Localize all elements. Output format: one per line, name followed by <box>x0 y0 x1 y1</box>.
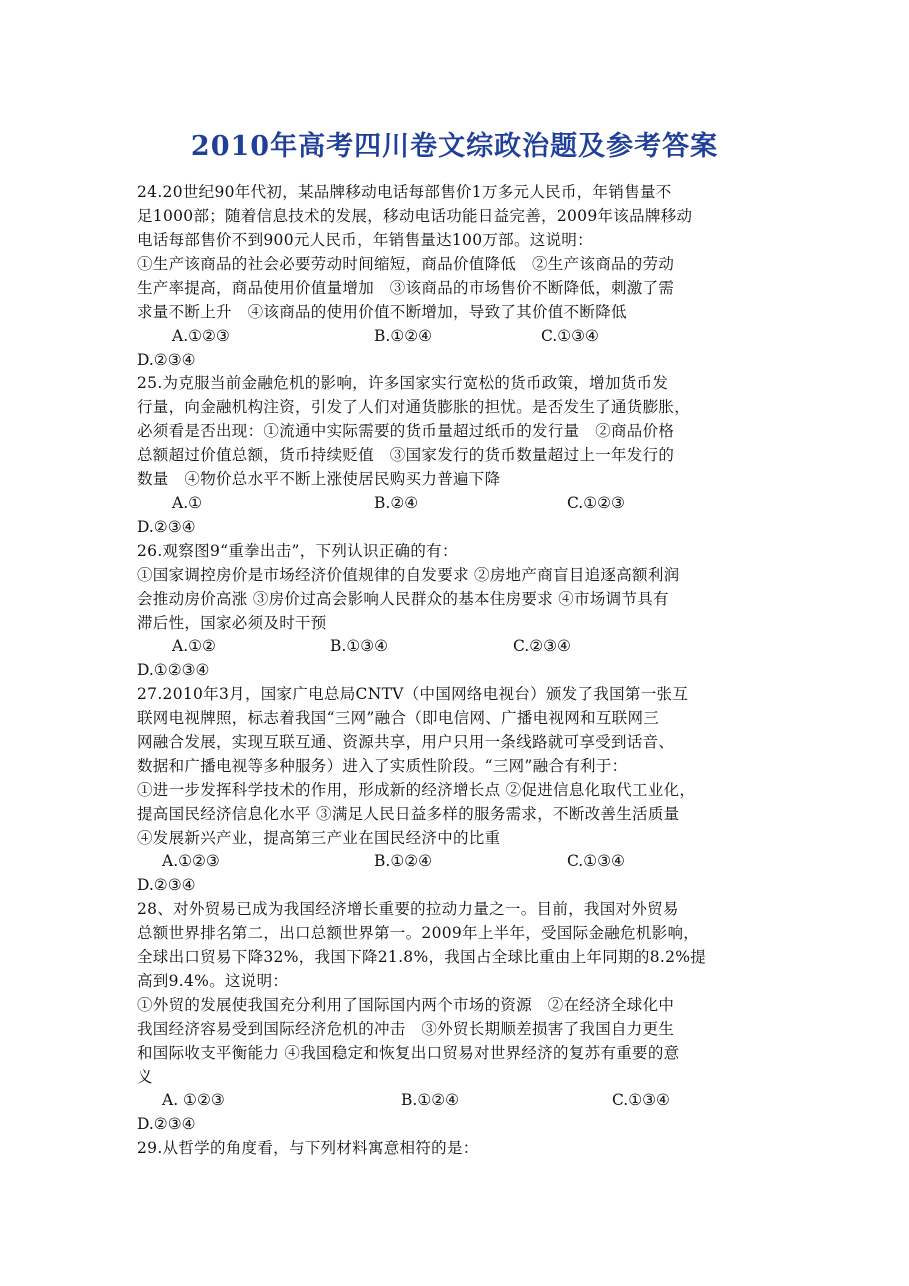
q26-option-a: A.①② <box>172 637 216 655</box>
q28-option-d: D.②③④ <box>137 1115 196 1133</box>
q27-line-1: 27.2010年3月，国家广电总局CNTV（中国网络电视台）颁发了我国第一张互 <box>137 685 689 703</box>
q27-line-3: 网融合发展，实现互联互通、资源共享，用户只用一条线路就可享受到话音、 <box>137 733 675 751</box>
q26-line-4: 滞后性，国家必须及时干预 <box>137 614 327 632</box>
q28-line-7: 和国际收支平衡能力 ④我国稳定和恢复出口贸易对世界经济的复苏有重要的意 <box>137 1044 680 1062</box>
q24-line-6: 求量不断上升 ④该商品的使用价值不断增加，导致了其价值不断降低 <box>137 303 627 321</box>
q25-option-d: D.②③④ <box>137 518 196 536</box>
page-title: 2010年高考四川卷文综政治题及参考答案 <box>190 131 719 162</box>
q28-option-c: C.①③④ <box>612 1091 670 1109</box>
q26-option-d: D.①②③④ <box>137 661 210 679</box>
q28-line-6: 我国经济容易受到国际经济危机的冲击 ③外贸长期顺差损害了我国自力更生 <box>137 1020 675 1038</box>
q24-line-4: ①生产该商品的社会必要劳动时间缩短，商品价值降低 ②生产该商品的劳动 <box>137 255 675 273</box>
q28-line-3: 全球出口贸易下降32%，我国下降21.8%，我国占全球比重由上年同期的8.2%提 <box>137 948 707 966</box>
q24-option-c: C.①③④ <box>541 327 599 345</box>
q27-option-a: A.①②③ <box>162 852 220 870</box>
q26-option-c: C.②③④ <box>513 637 571 655</box>
q24-line-1: 24.20世纪90年代初，某品牌移动电话每部售价1万多元人民币，年销售量不 <box>137 183 672 201</box>
q28-option-b: B.①②④ <box>401 1091 460 1109</box>
q28-option-a: A. ①②③ <box>162 1091 225 1109</box>
q27-option-b: B.①②④ <box>374 852 433 870</box>
q25-option-b: B.②④ <box>374 494 419 512</box>
q28-line-4: 高到9.4%。这说明： <box>137 972 289 990</box>
q28-line-8: 义 <box>137 1068 153 1086</box>
q27-line-6: 提高国民经济信息化水平 ③满足人民日益多样的服务需求，不断改善生活质量 <box>137 805 680 823</box>
q27-line-7: ④发展新兴产业，提高第三产业在国民经济中的比重 <box>137 829 501 847</box>
q26-line-1: 26.观察图9“重拳出击”，下列认识正确的有： <box>137 542 458 560</box>
q25-option-a: A.① <box>172 494 203 512</box>
q25-line-1: 25.为克服当前金融危机的影响，许多国家实行宽松的货币政策，增加货币发 <box>137 374 669 392</box>
q26-line-3: 会推动房价高涨 ③房价过高会影响人民群众的基本住房要求 ④市场调节具有 <box>137 590 669 608</box>
q25-line-2: 行量，向金融机构注资，引发了人们对通货膨胀的担忧。是否发生了通货膨胀， <box>137 398 691 416</box>
q27-line-4: 数据和广播电视等多种服务）进入了实质性阶段。“三网”融合有利于： <box>137 757 628 775</box>
q24-line-3: 电话每部售价不到900元人民币，年销售量达100万部。这说明： <box>137 231 593 249</box>
q29-line-1: 29.从哲学的角度看，与下列材料寓意相符的是： <box>137 1139 479 1157</box>
q28-line-5: ①外贸的发展使我国充分利用了国际国内两个市场的资源 ②在经济全球化中 <box>137 996 675 1014</box>
q25-line-4: 总额超过价值总额，货币持续贬值 ③国家发行的货币数量超过上一年发行的 <box>137 446 675 464</box>
q26-line-2: ①国家调控房价是市场经济价值规律的自发要求 ②房地产商盲目追逐高额利润 <box>137 566 680 584</box>
q25-line-5: 数量 ④物价总水平不断上涨使居民购买力普遍下降 <box>137 470 501 488</box>
q28-line-1: 28、对外贸易已成为我国经济增长重要的拉动力量之一。目前，我国对外贸易 <box>137 900 679 918</box>
q24-line-5: 生产率提高，商品使用价值量增加 ③该商品的市场售价不断降低，刺激了需 <box>137 279 675 297</box>
q26-option-b: B.①③④ <box>330 637 389 655</box>
q27-line-2: 联网电视牌照，标志着我国“三网”融合（即电信网、广播电视网和互联网三 <box>137 709 660 727</box>
q24-line-2: 足1000部；随着信息技术的发展，移动电话功能日益完善，2009年该品牌移动 <box>137 207 693 225</box>
q24-option-b: B.①②④ <box>374 327 433 345</box>
q25-line-3: 必须看是否出现：①流通中实际需要的货币量超过纸币的发行量 ②商品价格 <box>137 422 675 440</box>
q27-option-d: D.②③④ <box>137 876 196 894</box>
q27-line-5: ①进一步发挥科学技术的作用，形成新的经济增长点 ②促进信息化取代工业化， <box>137 781 696 799</box>
q25-option-c: C.①②③ <box>567 494 625 512</box>
q27-option-c: C.①③④ <box>567 852 625 870</box>
q28-line-2: 总额世界排名第二，出口总额世界第一。2009年上半年，受国际金融危机影响， <box>137 924 700 942</box>
q24-option-d: D.②③④ <box>137 351 196 369</box>
q24-option-a: A.①②③ <box>172 327 230 345</box>
